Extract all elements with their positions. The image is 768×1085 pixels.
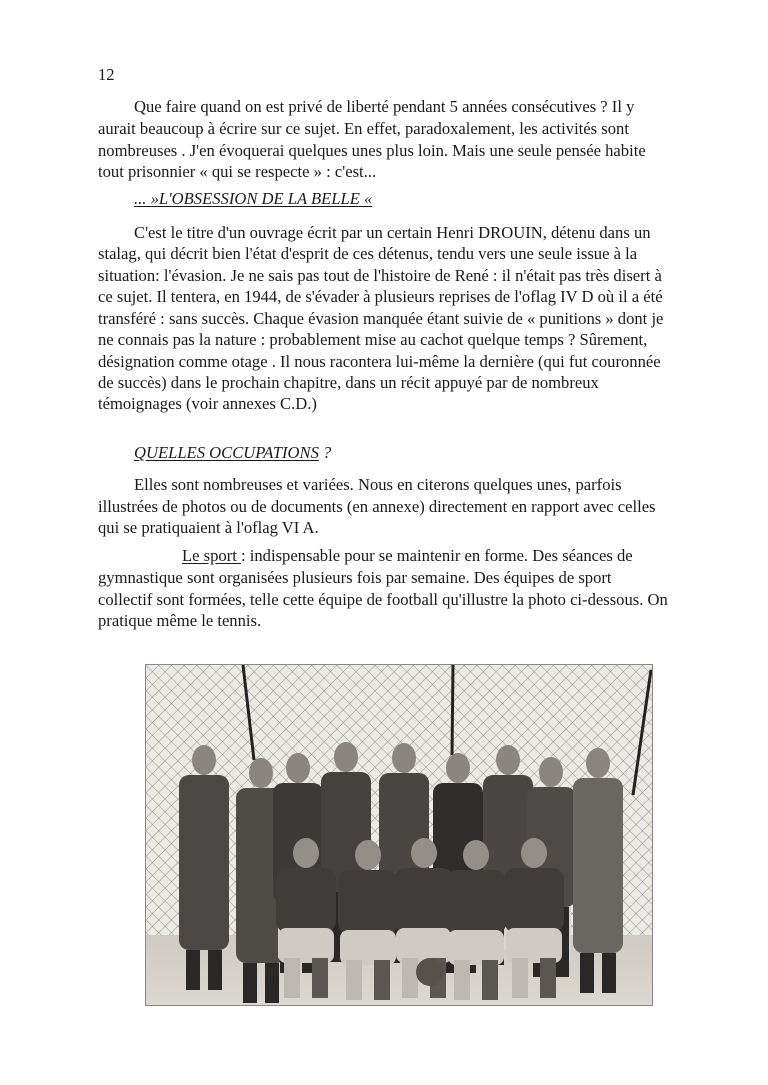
player-leg [402,958,418,998]
player-body [573,778,623,953]
player-head [411,838,437,868]
sport-label: Le sport [182,546,241,565]
player-leg [186,950,200,990]
player-head [586,748,610,778]
paragraph-line [182,546,633,566]
paragraph-line: pratique même le tennis. [98,611,262,630]
page-number: 12 [98,65,115,84]
player-body [394,868,454,933]
paragraph-line: qui se pratiquaient à l'oflag VI A. [98,518,319,537]
paragraph-line: désignation comme otage . Il nous racontera lui-même la dernière (qui fut couronnée [98,352,661,371]
player-head [355,840,381,870]
player-head [192,745,216,775]
player-leg [602,953,616,993]
player-leg [346,960,362,1000]
paragraph-line: nombreuses . J'en évoquerai quelques unes plus loin. Mais une seule pensée habite [98,141,646,160]
section-heading-text: QUELLES OCCUPATIONS [134,443,319,462]
player-head [392,743,416,773]
player-head [293,838,319,868]
player-head [334,742,358,772]
paragraph-text: : indispensable pour se maintenir en forme. Des séances de [241,546,633,565]
player-shorts [506,928,562,963]
paragraph-line: aurait beaucoup à écrire sur ce sujet. En effet, paradoxalement, les activités sont [98,119,629,138]
player-shorts [278,928,334,963]
player-leg [265,963,279,1003]
player-leg [454,960,470,1000]
player-leg [312,958,328,998]
photo-image [146,665,652,1005]
player-leg [540,958,556,998]
paragraph-line: illustrées de photos ou de documents (en annexe) directement en rapport avec celles [98,497,656,516]
player-head [463,840,489,870]
paragraph-line: situation: l'évasion. Je ne sais pas tout de l'histoire de René : il n'était pas très disert à [98,266,662,285]
paragraph-line: de succès) dans le prochain chapitre, dans un récit appuyé par de nombreux [98,373,599,392]
section-heading [134,443,331,463]
paragraph-line: Elles sont nombreuses et variées. Nous en citerons quelques unes, parfois [134,475,622,494]
section-heading-text: ... »L'OBSESSION DE LA BELLE « [134,189,373,208]
paragraph-line: témoignages (voir annexes C.D.) [98,394,317,413]
player-body [446,870,506,935]
section-heading-suffix: ? [318,443,332,462]
paragraph-line: Que faire quand on est privé de liberté pendant 5 années consécutives ? Il y [134,97,635,116]
player-shorts [340,930,396,965]
section-heading [134,189,372,209]
player-shorts [396,928,452,963]
player-leg [512,958,528,998]
paragraph-line: transféré : sans succès. Chaque évasion manquée étant suivie de « punitions » dont je [98,309,664,328]
paragraph-line: ne connais pas la nature : probablement mise au cachot quelque temps ? Sûrement, [98,330,648,349]
player-head [286,753,310,783]
football-team-photo [145,664,653,1006]
paragraph-line: tout prisonnier « qui se respecte » : c'est... [98,162,377,181]
player-head [446,753,470,783]
player-body [276,868,336,933]
player-head [249,758,273,788]
player-leg [482,960,498,1000]
paragraph-line: gymnastique sont organisées plusieurs fois par semaine. Des équipes de sport [98,568,612,587]
player-leg [374,960,390,1000]
paragraph-line: C'est le titre d'un ouvrage écrit par un certain Henri DROUIN, détenu dans un [134,223,651,242]
player-head [539,757,563,787]
net-pole [452,665,453,755]
player-shorts [448,930,504,965]
player-leg [243,963,257,1003]
paragraph-line: collectif sont formées, telle cette équipe de football qu'illustre la photo ci-dessous. On [98,590,668,609]
player-body [179,775,229,950]
player-head [521,838,547,868]
player-leg [284,958,300,998]
player-leg [208,950,222,990]
player-body [504,868,564,933]
paragraph-line: stalag, qui décrit bien l'état d'esprit de ces détenus, tendu vers une seule issue à la [98,244,638,263]
paragraph-line: ce sujet. Il tentera, en 1944, de s'évader à plusieurs reprises de l'oflag IV D où il a été [98,287,663,306]
player-head [496,745,520,775]
player-leg [580,953,594,993]
player-body [338,870,398,935]
football [416,958,444,986]
